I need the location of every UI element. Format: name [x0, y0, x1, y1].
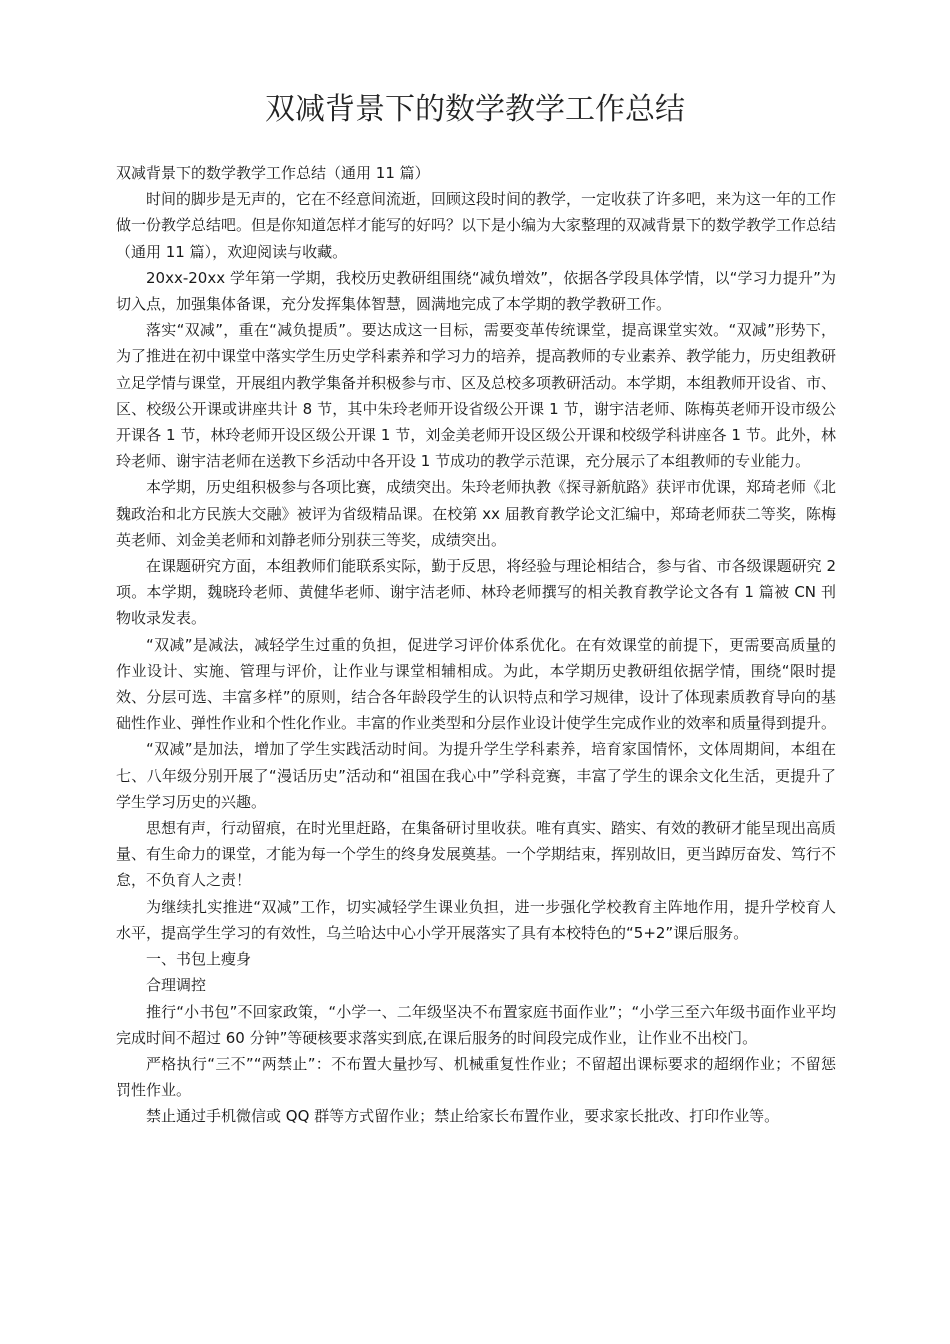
section-heading: 一、书包上瘦身	[146, 950, 252, 969]
paragraph-afterschool: 为继续扎实推进“双减”工作，切实减轻学生课业负担，进一步强化学校教育主阵地作用，提升学校育人水平，提高学生学习的有效性，乌兰哈达中心小学开展落实了具有本校特色的“5+2”课后服务。	[116, 897, 836, 942]
document-title: 双减背景下的数学教学工作总结	[265, 92, 685, 127]
paragraph-research: 在课题研究方面，本组教师们能联系实际，勤于反思，将经验与理论相结合，参与省、市各级课题研究 2 项。本学期，魏晓玲老师、黄健华老师、谢宇洁老师、林玲老师撰写的相关教育教学论文各有 1 篇被 CN 刊物收录发表。	[116, 557, 836, 628]
paragraph-policy: 推行“小书包”不回家政策，“小学一、二年级坚决不布置家庭书面作业”；“小学三至六年级书面作业平均完成时间不超过 60 分钟”等硬核要求落实到底,在课后服务的时间段完成作业，让作业不出校门。	[116, 1002, 836, 1047]
subsection-heading: 合理调控	[146, 976, 207, 995]
paragraph-prohibitions: 禁止通过手机微信或 QQ 群等方式留作业；禁止给家长布置作业，要求家长批改、打印作业等。	[146, 1107, 780, 1126]
paragraph-intro: 时间的脚步是无声的，它在不经意间流逝，回顾这段时间的教学，一定收获了许多吧，来为这一年的工作做一份教学总结吧。但是你知道怎样才能写的好吗？以下是小编为大家整理的双减背景下的数学教学工作总结（通用 11 篇），欢迎阅读与收藏。	[116, 190, 837, 261]
paragraph-implementation: 落实“双减”，重在“减负提质”。要达成这一目标，需要变革传统课堂，提高课堂实效。“双减”形势下，为了推进在初中课堂中落实学生历史学科素养和学习力的培养，提高教师的专业素养、教学能力，历史组教研立足学情与课堂，开展组内教学集备并积极参与市、区及总校多项教研活动。本学期，本组教师开设省、市、区、校级公开课或讲座共计 8 节，其中朱玲老师开设省级公开课 1 节，谢宇洁老师、陈梅英老师开设市级公开课各 1 节，林玲老师开设区级公开课 1 节，刘金美老师开设区级公开课和校级学科讲座各 1 节。此外，林玲老师、谢宇洁老师在送教下乡活动中各开设 1 节成功的教学示范课，充分展示了本组教师的专业能力。	[116, 321, 837, 471]
document-body	[116, 160, 836, 1130]
paragraph-semester: 20xx-20xx 学年第一学期，我校历史教研组围绕“减负增效”，依据各学段具体学情，以“学习力提升”为切入点，加强集体备课，充分发挥集体智慧，圆满地完成了本学期的教学教研工作。	[116, 268, 836, 314]
paragraph-rules: 严格执行“三不”“两禁止”：不布置大量抄写、机械重复性作业；不留超出课标要求的超纲作业；不留惩罚性作业。	[116, 1054, 836, 1100]
paragraph-subtraction: “双减”是减法，减轻学生过重的负担，促进学习评价体系优化。在有效课堂的前提下，更需要高质量的作业设计、实施、管理与评价，让作业与课堂相辅相成。为此，本学期历史教研组依据学情，围绕“限时提效、分层可选、丰富多样”的原则，结合各年龄段学生的认识特点和学习规律，设计了体现素质教育导向的基础性作业、弹性作业和个性化作业。丰富的作业类型和分层作业设计使学生完成作业的效率和质量得到提升。	[116, 635, 837, 733]
document-subtitle: 双减背景下的数学教学工作总结（通用 11 篇）	[116, 164, 430, 182]
paragraph-addition: “双减”是加法，增加了学生实践活动时间。为提升学生学科素养，培育家国情怀，文体周期间，本组在七、八年级分别开展了“漫话历史”活动和“祖国在我心中”学科竞赛，丰富了学生的课余文化生活，更提升了学生学习历史的兴趣。	[116, 740, 836, 811]
paragraph-competitions: 本学期，历史组积极参与各项比赛，成绩突出。朱玲老师执教《探寻新航路》获评市优课，郑琦老师《北魏政治和北方民族大交融》被评为省级精品课。在校第 xx 届教育教学论文汇编中，郑琦老师获二等奖，陈梅英老师、刘金美老师和刘静老师分别获三等奖，成绩突出。	[116, 478, 837, 549]
paragraph-reflection: 思想有声，行动留痕，在时光里赶路，在集备研讨里收获。唯有真实、踏实、有效的教研才能呈现出高质量、有生命力的课堂，才能为每一个学生的终身发展奠基。一个学期结束，挥别故旧，更当踔厉奋发、笃行不怠，不负育人之责！	[116, 819, 837, 890]
